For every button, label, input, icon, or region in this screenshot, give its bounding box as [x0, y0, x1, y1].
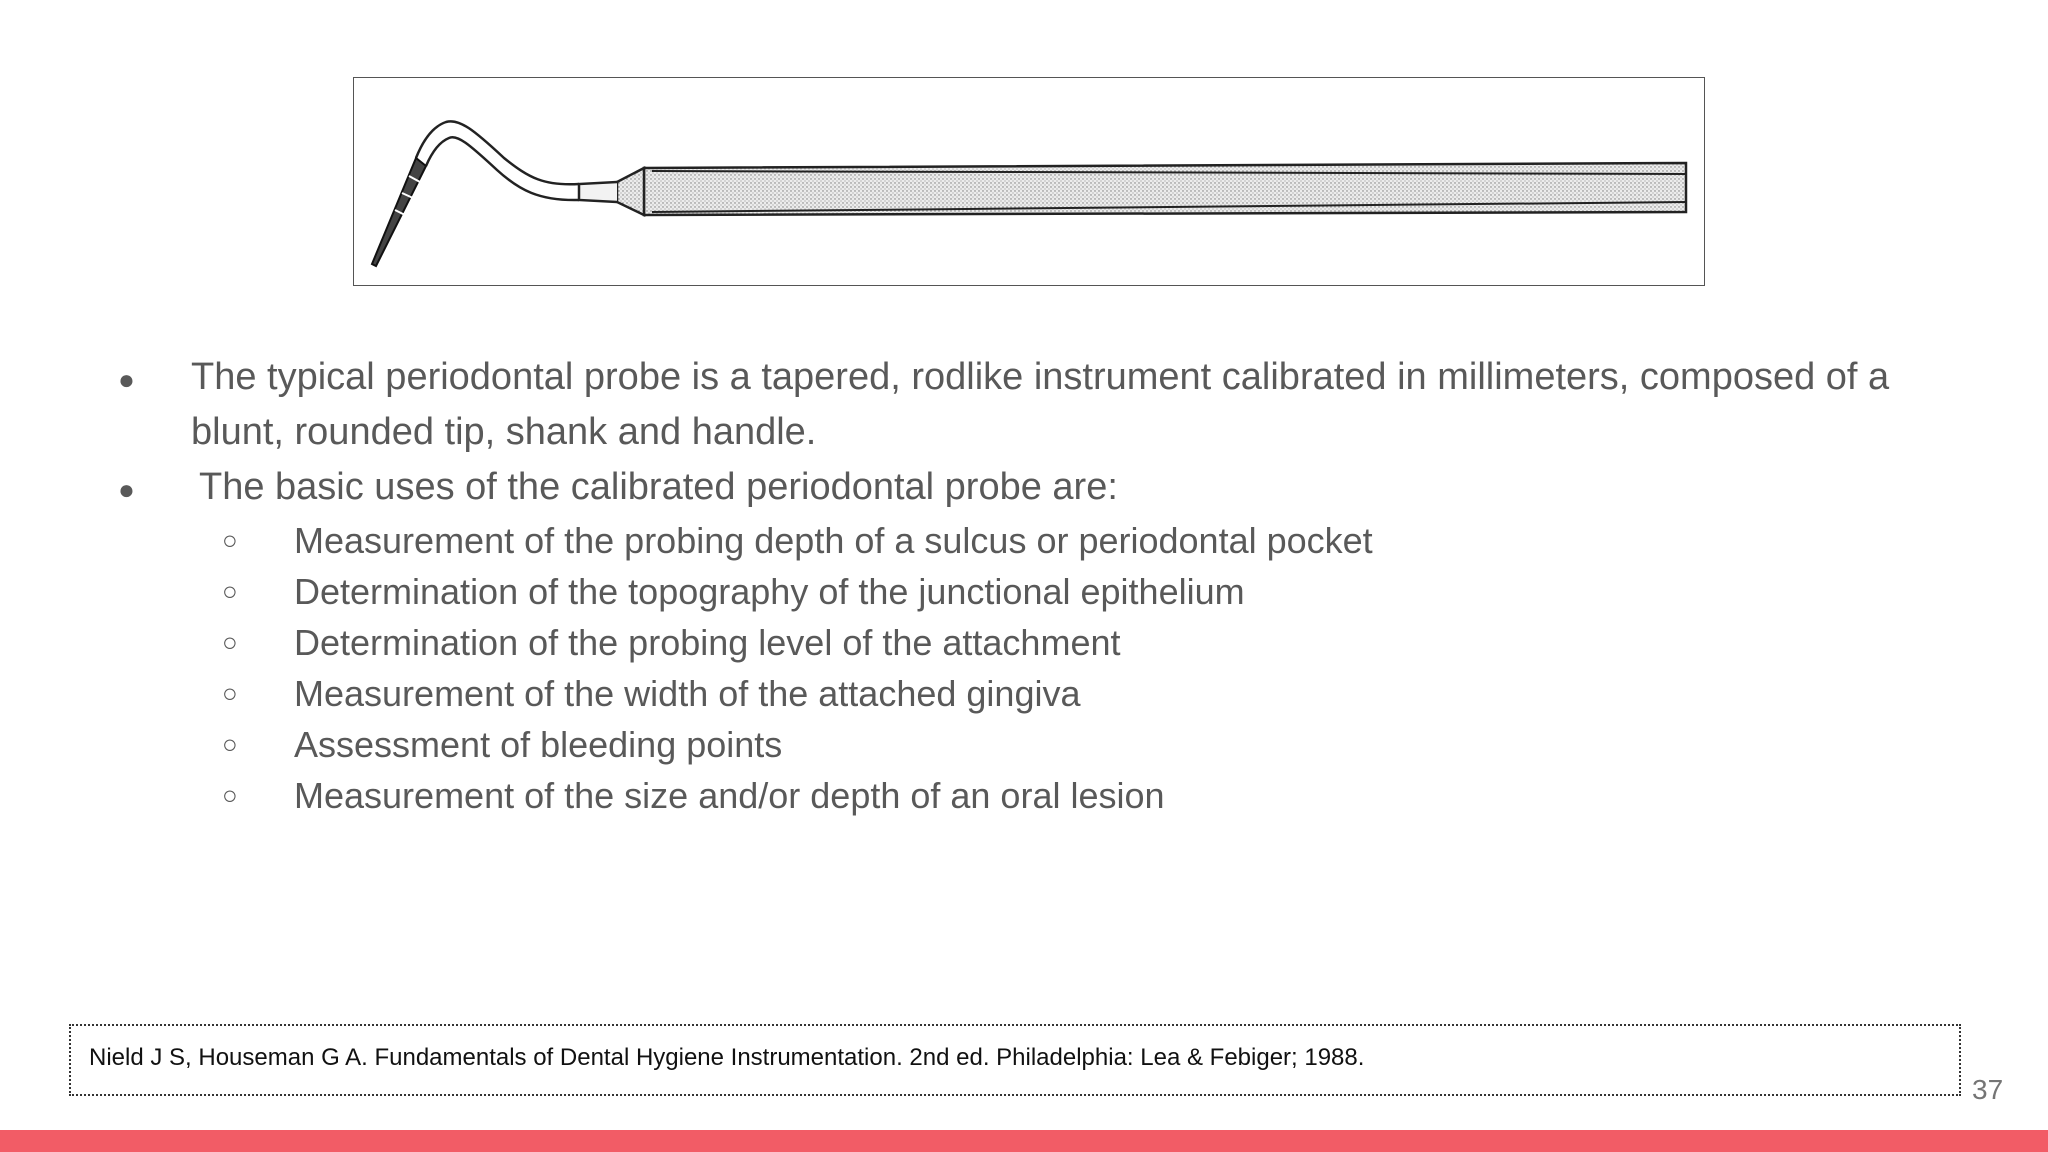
sub-bullet-marker: ○	[222, 525, 238, 555]
sub-bullet-text: Measurement of the probing depth of a sulcus or periodontal pocket	[294, 520, 1373, 561]
probe-figure	[353, 77, 1705, 286]
sub-bullet-marker: ○	[222, 729, 238, 759]
bullet-marker: ●	[118, 364, 135, 395]
bullet-marker: ●	[118, 474, 135, 505]
sub-bullet-marker: ○	[222, 576, 238, 606]
bullet-text-line: The basic uses of the calibrated periodontal probe are:	[199, 466, 1118, 508]
reference-text: Nield J S, Houseman G A. Fundamentals of Dental Hygiene Instrumentation. 2nd ed. Philadelphia: Lea & Febiger; 1988.	[89, 1044, 1365, 1071]
sub-bullet-text: Determination of the probing level of the attachment	[294, 622, 1121, 663]
page-number: 37	[1972, 1074, 2004, 1105]
sub-bullet-marker: ○	[222, 678, 238, 708]
bullet-text-line: blunt, rounded tip, shank and handle.	[191, 411, 817, 453]
accent-bar	[0, 1130, 2048, 1152]
bullet-text-line: The typical periodontal probe is a tapered, rodlike instrument calibrated in millimeters, composed of a	[191, 356, 1890, 398]
sub-bullet-text: Measurement of the size and/or depth of an oral lesion	[294, 775, 1165, 816]
sub-bullet-marker: ○	[222, 627, 238, 657]
sub-bullet-text: Measurement of the width of the attached gingiva	[294, 673, 1081, 714]
sub-bullet-marker: ○	[222, 780, 238, 810]
sub-bullet-text: Determination of the topography of the junctional epithelium	[294, 571, 1245, 612]
periodontal-probe-icon	[354, 78, 1706, 287]
sub-bullet-text: Assessment of bleeding points	[294, 724, 783, 765]
reference-box	[69, 1024, 1961, 1096]
